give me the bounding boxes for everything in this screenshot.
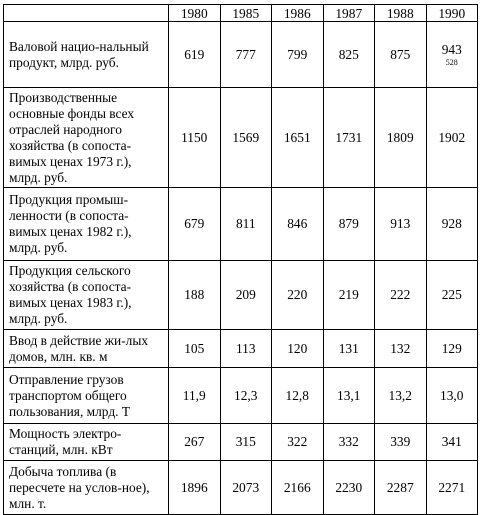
table-row — [4, 461, 478, 515]
value-cell: 2073 — [220, 461, 272, 515]
value-text: 943 — [441, 42, 462, 57]
year-header: 1990 — [426, 5, 478, 22]
value-cell: 341 — [426, 424, 478, 461]
value-cell: 132 — [375, 330, 427, 368]
value-cell: 875 — [375, 22, 427, 88]
value-cell: 105 — [169, 330, 221, 368]
value-cell: 220 — [272, 261, 324, 330]
table-row — [4, 368, 478, 424]
value-cell: 13,1 — [323, 368, 375, 424]
row-label: Валовой нацио-нальный продукт, млрд. руб. — [4, 22, 169, 88]
value-cell: 2271 — [426, 461, 478, 515]
row-label: Производственные основные фонды всех отраслей народного хозяйства (в сопоста-вимых ценах 1973 г.), млрд. руб. — [4, 88, 169, 188]
table-row — [4, 188, 478, 261]
header-row — [4, 5, 478, 22]
value-cell: 846 — [272, 188, 324, 261]
table-row — [4, 88, 478, 188]
value-cell: 777 — [220, 22, 272, 88]
value-cell: 120 — [272, 330, 324, 368]
value-cell: 219 — [323, 261, 375, 330]
row-label: Ввод в действие жи-лых домов, млн. кв. м — [4, 330, 169, 368]
value-cell — [426, 22, 478, 88]
statistics-table — [3, 4, 478, 515]
row-label: Мощность электро-станций, млн. кВт — [4, 424, 169, 461]
value-cell: 928 — [426, 188, 478, 261]
value-cell: 131 — [323, 330, 375, 368]
value-cell: 2230 — [323, 461, 375, 515]
value-cell: 209 — [220, 261, 272, 330]
row-label: Продукция сельского хозяйства (в сопоста-вимых ценах 1983 г.), млрд. руб. — [4, 261, 169, 330]
value-cell: 1651 — [272, 88, 324, 188]
header-corner-cell — [4, 5, 169, 22]
value-cell: 1809 — [375, 88, 427, 188]
value-cell: 879 — [323, 188, 375, 261]
row-label: Добыча топлива (в пересчете на услов-ное), млн. т. — [4, 461, 169, 515]
value-cell: 619 — [169, 22, 221, 88]
year-header: 1985 — [220, 5, 272, 22]
table-row — [4, 330, 478, 368]
value-cell: 1150 — [169, 88, 221, 188]
value-cell: 2287 — [375, 461, 427, 515]
year-header: 1987 — [323, 5, 375, 22]
value-footnote: 528 — [445, 58, 458, 67]
row-label: Отправление грузов транспортом общего пользования, млрд. Т — [4, 368, 169, 424]
value-cell: 679 — [169, 188, 221, 261]
value-cell: 1896 — [169, 461, 221, 515]
table-row — [4, 261, 478, 330]
table-body — [4, 22, 478, 515]
value-cell: 2166 — [272, 461, 324, 515]
value-cell: 811 — [220, 188, 272, 261]
year-header: 1986 — [272, 5, 324, 22]
value-cell: 267 — [169, 424, 221, 461]
value-cell: 322 — [272, 424, 324, 461]
value-cell: 315 — [220, 424, 272, 461]
value-cell: 12,3 — [220, 368, 272, 424]
value-cell: 1902 — [426, 88, 478, 188]
value-cell: 13,2 — [375, 368, 427, 424]
value-cell: 222 — [375, 261, 427, 330]
value-cell: 188 — [169, 261, 221, 330]
table-row — [4, 22, 478, 88]
year-header: 1980 — [169, 5, 221, 22]
value-cell: 13,0 — [426, 368, 478, 424]
value-cell: 825 — [323, 22, 375, 88]
row-label: Продукция промыш-ленности (в сопоста-вимых ценах 1982 г.), млрд. руб. — [4, 188, 169, 261]
table-header — [4, 5, 478, 22]
value-cell: 225 — [426, 261, 478, 330]
value-cell: 799 — [272, 22, 324, 88]
value-cell: 113 — [220, 330, 272, 368]
value-cell: 913 — [375, 188, 427, 261]
value-cell: 11,9 — [169, 368, 221, 424]
value-cell: 1569 — [220, 88, 272, 188]
value-cell: 332 — [323, 424, 375, 461]
value-cell: 1731 — [323, 88, 375, 188]
value-cell: 339 — [375, 424, 427, 461]
value-cell: 129 — [426, 330, 478, 368]
table-row — [4, 424, 478, 461]
year-header: 1988 — [375, 5, 427, 22]
value-cell: 12,8 — [272, 368, 324, 424]
